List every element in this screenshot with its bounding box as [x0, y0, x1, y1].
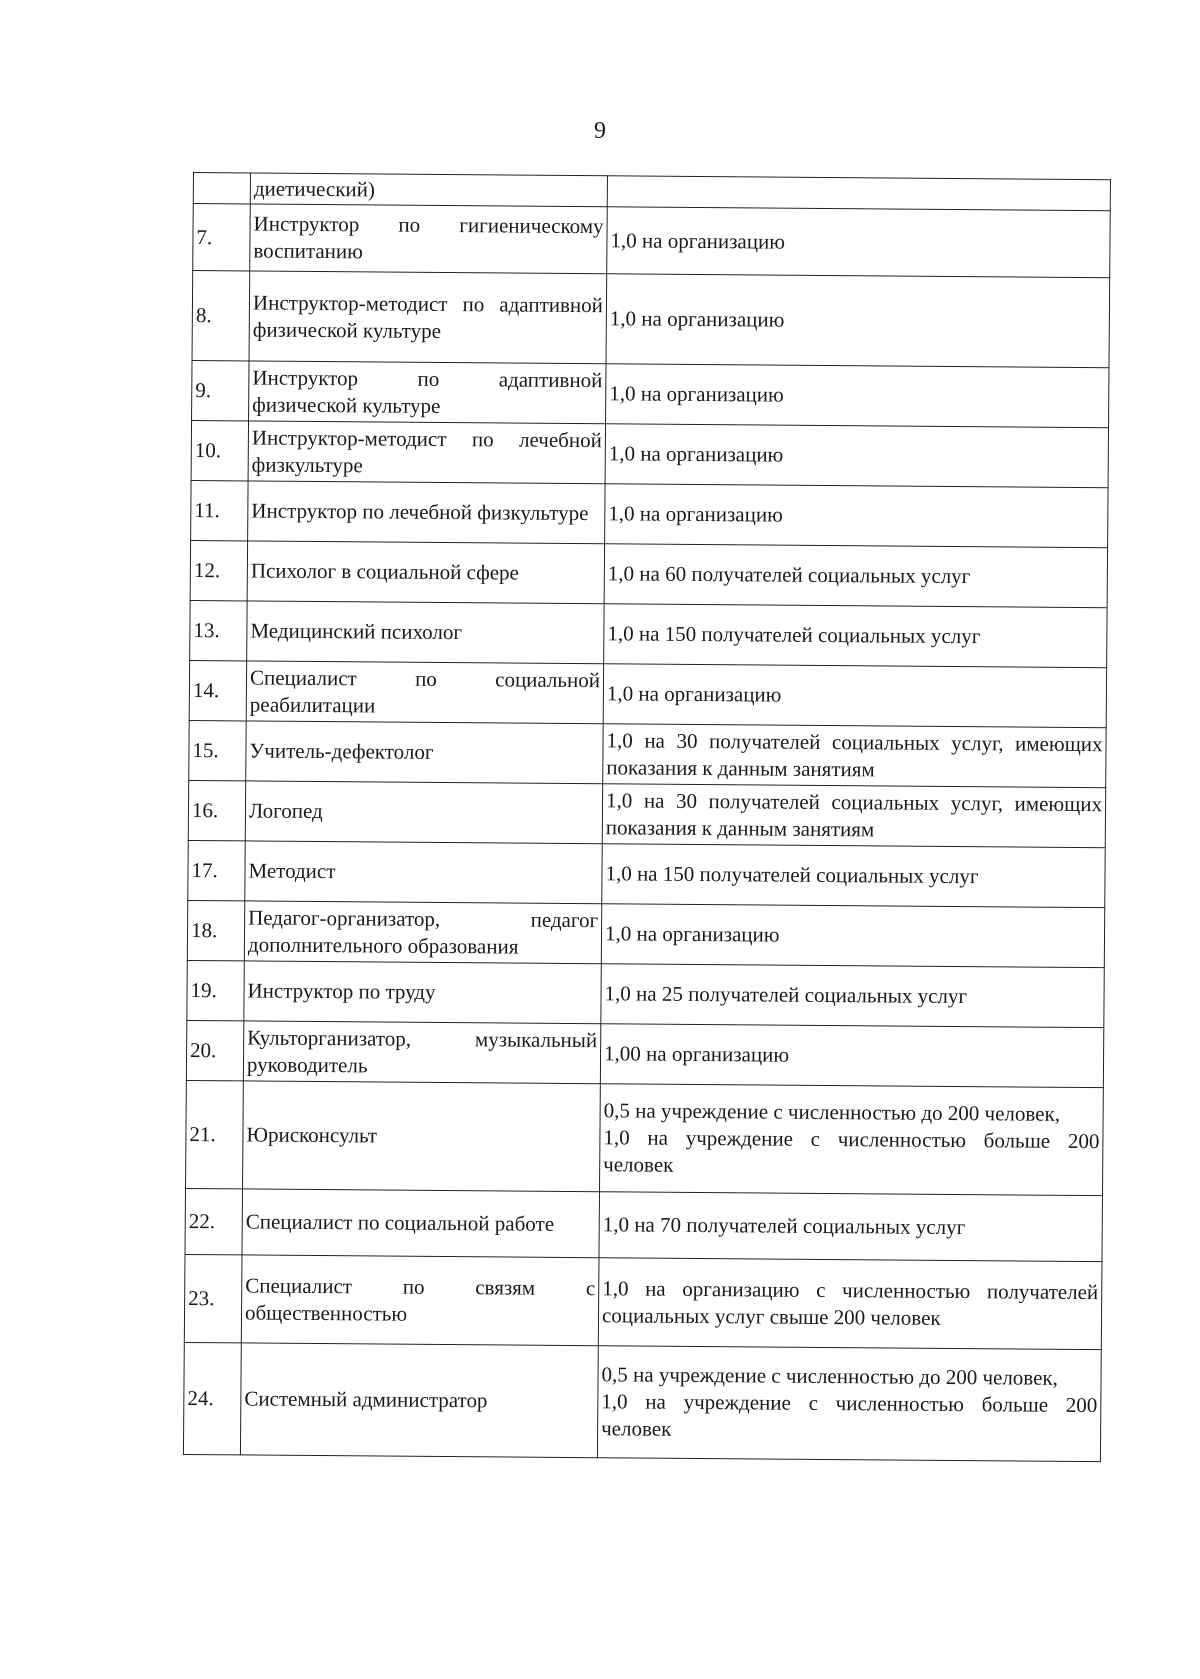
- table-row: [187, 960, 1104, 1027]
- row-number: 18.: [187, 900, 244, 960]
- staffing-norm: 1,0 на организацию: [606, 364, 1109, 428]
- staffing-norm: 1,00 на организацию: [600, 1024, 1103, 1088]
- position-name: Инструктор-методист по лечебной физкультуре: [248, 421, 605, 484]
- position-name: Инструктор по адаптивной физической культуре: [249, 361, 606, 424]
- position-name: Педагог-организатор, педагог дополнительного образования: [244, 901, 601, 964]
- table-row: [183, 1342, 1101, 1461]
- staffing-norm: 1,0 на 25 получателей социальных услуг: [601, 964, 1104, 1028]
- table-row: [184, 1254, 1102, 1349]
- table-row: [190, 540, 1107, 607]
- row-number: 24.: [183, 1342, 241, 1454]
- staffing-norm: [597, 1346, 1101, 1462]
- staffing-norm-line: 0,5 на учреждение с численностью до 200 человек,: [603, 1098, 1061, 1126]
- row-number: 22.: [185, 1188, 243, 1254]
- staffing-norm: 1,0 на 150 получателей социальных услуг: [604, 604, 1107, 668]
- table-row: [193, 204, 1110, 278]
- staffing-norm: 1,0 на организацию: [605, 424, 1108, 488]
- table-row: [186, 1020, 1103, 1087]
- row-number: 10.: [191, 420, 248, 480]
- row-number: 21.: [186, 1080, 244, 1188]
- row-number: 23.: [184, 1254, 242, 1342]
- staffing-norm-line: 1,0 на учреждение с численностью больше 200 человек: [603, 1125, 1100, 1177]
- row-number: 8.: [192, 271, 250, 361]
- position-name: Инструктор по лечебной физкультуре: [248, 481, 605, 544]
- table-row: [185, 1188, 1102, 1261]
- position-name: Инструктор-методист по адаптивной физической культуре: [249, 271, 607, 364]
- row-number: 17.: [188, 840, 245, 900]
- staffing-norm: 1,0 на организацию: [606, 274, 1110, 368]
- staffing-norm: 1,0 на организацию: [605, 484, 1108, 548]
- row-number: 9.: [192, 360, 249, 420]
- position-name: диетический): [250, 173, 607, 207]
- table-row: [188, 780, 1105, 847]
- staffing-norm: 1,0 на 30 получателей социальных услуг, имеющих показания к данным занятиям: [602, 784, 1105, 848]
- table-row: [187, 900, 1104, 967]
- table-row: [189, 660, 1106, 727]
- position-name: Психолог в социальной сфере: [247, 541, 604, 604]
- staffing-norms-table: [183, 172, 1111, 1462]
- table-row: [188, 840, 1105, 907]
- row-number: 7.: [193, 204, 251, 271]
- position-name: Инструктор по труду: [244, 961, 601, 1024]
- row-number: 13.: [190, 600, 247, 660]
- staffing-norm: 1,0 на организацию: [601, 904, 1104, 968]
- position-name: Юрисконсульт: [243, 1081, 601, 1192]
- staffing-norm: [600, 1084, 1104, 1196]
- table-row: [192, 360, 1109, 427]
- staffing-norm: [607, 176, 1110, 211]
- staffing-norm-line: 0,5 на учреждение с численностью до 200 человек,: [601, 1362, 1059, 1390]
- staffing-norm: 1,0 на организацию с численностью получателей социальных услуг свыше 200 человек: [598, 1258, 1102, 1350]
- table-row: [186, 1080, 1104, 1195]
- table-row: [191, 480, 1108, 547]
- row-number: [193, 173, 250, 204]
- staffing-norm: 1,0 на 30 получателей социальных услуг, имеющих показания к данным занятиям: [603, 724, 1106, 788]
- staffing-norm: 1,0 на организацию: [607, 207, 1111, 278]
- position-name: Методист: [245, 841, 602, 904]
- staffing-norm: 1,0 на организацию: [603, 664, 1106, 728]
- position-name: Специалист по связям с общественностью: [241, 1255, 599, 1346]
- row-number: 14.: [189, 660, 246, 720]
- row-number: 16.: [188, 780, 245, 840]
- staffing-norm-line: 1,0 на учреждение с численностью больше 200 человек: [601, 1389, 1098, 1441]
- row-number: 11.: [191, 480, 248, 540]
- staffing-norm: 1,0 на 70 получателей социальных услуг: [599, 1192, 1103, 1262]
- staffing-norm: 1,0 на 60 получателей социальных услуг: [604, 544, 1107, 608]
- page-number: 9: [594, 118, 606, 144]
- position-name: Инструктор по гигиеническому воспитанию: [250, 204, 608, 274]
- row-number: 20.: [186, 1020, 243, 1080]
- row-number: 15.: [189, 720, 246, 780]
- table-row: [191, 420, 1108, 487]
- row-number: 12.: [190, 540, 247, 600]
- position-name: Медицинский психолог: [247, 601, 604, 664]
- staffing-norm: 1,0 на 150 получателей социальных услуг: [602, 844, 1105, 908]
- position-name: Специалист по социальной работе: [242, 1189, 600, 1258]
- position-name: Логопед: [245, 781, 602, 844]
- position-name: Учитель-дефектолог: [246, 721, 603, 784]
- table-row: [190, 600, 1107, 667]
- position-name: Системный администратор: [240, 1343, 598, 1458]
- row-number: 19.: [187, 960, 244, 1020]
- table-row: [189, 720, 1106, 787]
- position-name: Специалист по социальной реабилитации: [246, 661, 603, 724]
- table-row: [192, 271, 1110, 368]
- position-name: Культорганизатор, музыкальный руководитель: [243, 1021, 600, 1084]
